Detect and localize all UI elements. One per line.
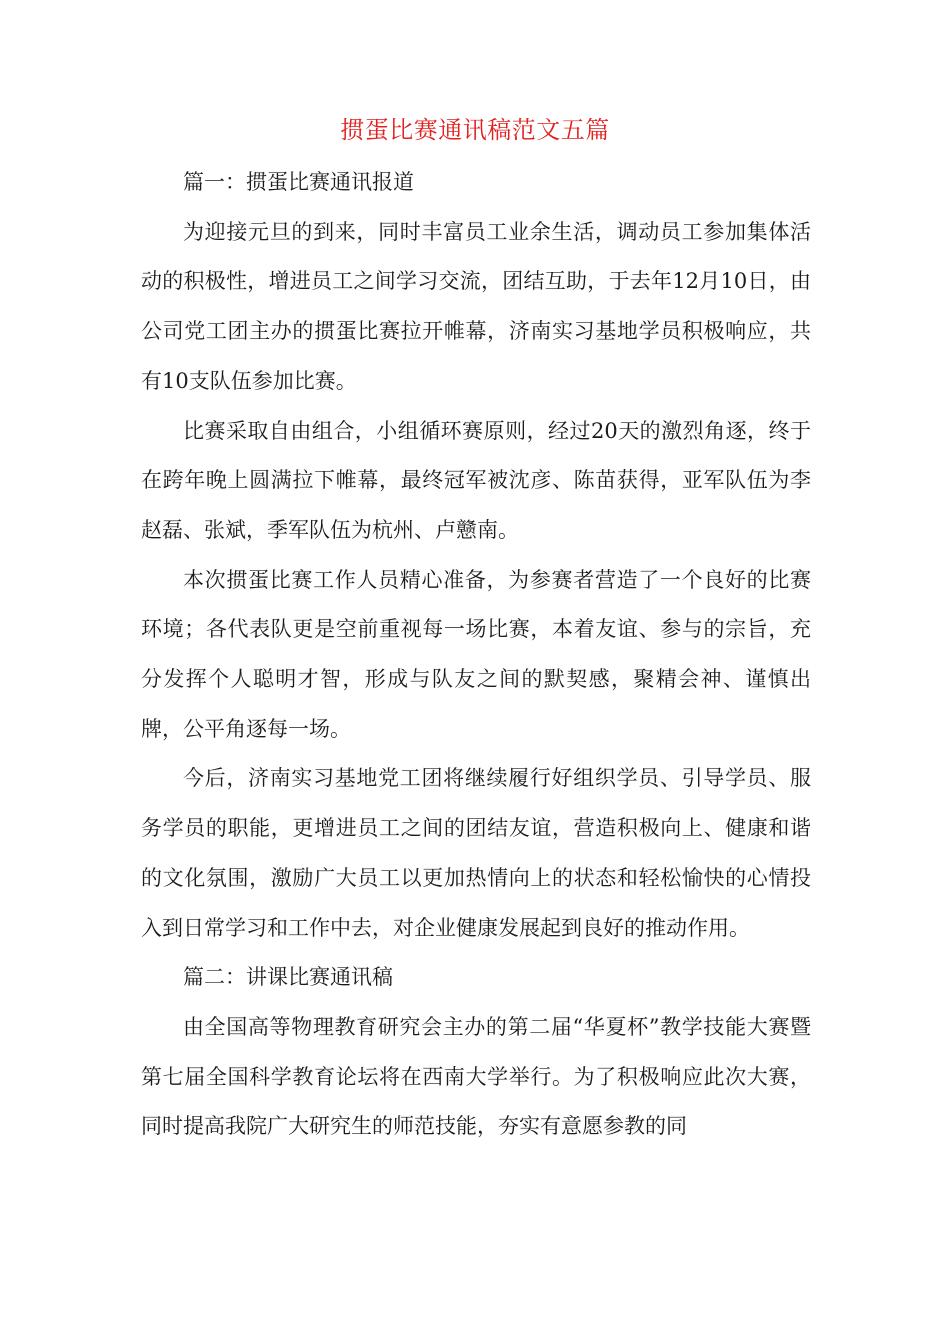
section-heading: 篇一：掼蛋比赛通讯报道 bbox=[183, 170, 414, 194]
document-body bbox=[141, 158, 811, 1152]
paragraph: 为迎接元旦的到来，同时丰富员工业余生活，调动员工参加集体活动的积极性，增进员工之间学习交流，团结互助，于去年12月10日，由公司党工团主办的掼蛋比赛拉开帷幕，济南实习基地学员积极响应，共有10支队伍参加比赛。 bbox=[141, 219, 811, 393]
paragraph: 今后，济南实习基地党工团将继续履行好组织学员、引导学员、服务学员的职能，更增进员工之间的团结友谊，营造积极向上、健康和谐的文化氛围，激励广大员工以更加热情向上的状态和轻松愉快的心情投入到日常学习和工作中去，对企业健康发展起到良好的推动作用。 bbox=[141, 766, 811, 940]
document-title: 掼蛋比赛通讯稿范文五篇 bbox=[340, 116, 610, 144]
paragraph: 本次掼蛋比赛工作人员精心准备，为参赛者营造了一个良好的比赛环境；各代表队更是空前重视每一场比赛，本着友谊、参与的宗旨，充分发挥个人聪明才智，形成与队友之间的默契感，聚精会神、谨慎出牌，公平角逐每一场。 bbox=[141, 567, 811, 741]
paragraph: 比赛采取自由组合，小组循环赛原则，经过20天的激烈角逐，终于在跨年晚上圆满拉下帷幕，最终冠军被沈彦、陈苗获得，亚军队伍为李赵磊、张斌，季军队伍为杭州、卢戆南。 bbox=[141, 418, 811, 542]
paragraph: 由全国高等物理教育研究会主办的第二届“华夏杯”教学技能大赛暨第七届全国科学教育论坛将在西南大学举行。为了积极响应此次大赛，同时提高我院广大研究生的师范技能，夯实有意愿参教的同 bbox=[141, 1014, 811, 1139]
section-heading: 篇二：讲课比赛通讯稿 bbox=[183, 965, 393, 990]
